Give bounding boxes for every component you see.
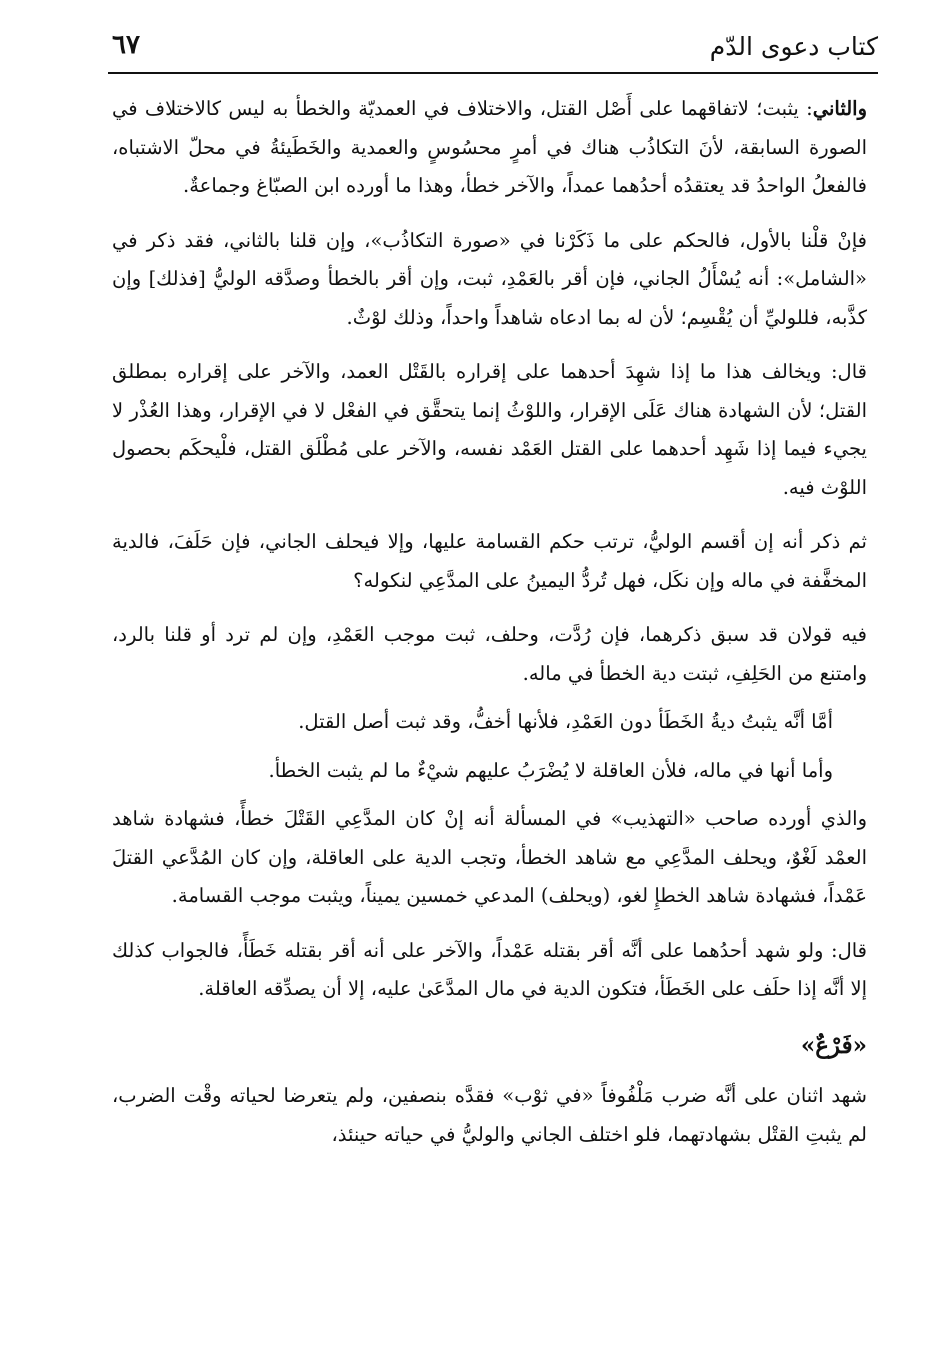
paragraph xyxy=(112,353,867,507)
running-title: كتاب دعوى الدّم xyxy=(709,32,878,61)
paragraph xyxy=(112,90,867,206)
paragraph xyxy=(112,932,867,1009)
paragraph-text: فيه قولان قد سبق ذكرهما، فإن رُدَّت، وحلف، ثبت موجب العَمْدِ، وإن لم ترد أو قلنا بالرد، وامتنع من الحَلِفِ، ثبتت دية الخطأ في ماله. xyxy=(112,623,867,685)
page-header xyxy=(108,28,878,74)
paragraph xyxy=(112,800,867,916)
paragraph xyxy=(112,222,867,338)
page-number: ٦٧ xyxy=(112,30,140,60)
section-heading: «فَرْعٌ» xyxy=(800,1031,867,1059)
paragraph-text: شهد اثنان على أنَّه ضرب مَلْفُوفاً «في ثوْب» فقدَّه بنصفين، ولم يتعرضا لحياته وقْت الضرب، لم يثبتِ القتْل بشهادتهما، فلو اختلف الجاني والوليُّ في حياته حينئذ، xyxy=(112,1084,867,1146)
paragraph-text: وأما أنها في ماله، فلأن العاقلة لا يُضْرَبُ عليهم شيْءٌ ما لم يثبت الخطأ. xyxy=(268,758,833,782)
paragraph-text: قال: ويخالف هذا ما إذا شهِدَ أحدهما على إقراره بالقَتْل العمد، والآخر على إقراره بمطلق القتل؛ لأن الشهادة هناك عَلَى الإقرار، واللوْثُ إنما يتحقَّق في الفعْل لا في الإقرار، وهذا العُذْر لا يجيء فيما إذا شَهِد أحدهما على القتل العَمْد نفسه، والآخر على مُطْلَق القتل، فلْيحكَم بحصول اللوْث فيه. xyxy=(112,360,867,499)
paragraph-text: قال: ولو شهد أحدُهما على أنَّه أقر بقتله عَمْداً، والآخر على أنه أقر بقتله خَطَأً، فالجواب كذلك إلا أنَّه إذا حلَف على الخَطَأ، فتكون الدية في مال المدَّعَىٰ عليه، إلا أن يصدِّقه العاقلة. xyxy=(112,938,867,1000)
paragraph xyxy=(112,616,867,693)
paragraph xyxy=(112,703,867,742)
paragraph-text: والذي أورده صاحب «التهذيب» في المسألة أنه إنْ كان المدَّعِي القَتْلَ خطأً، فشهادة شاهد العمْد لَغْوٌ، ويحلف المدَّعِي مع شاهد الخطأ، وتجب الدية على العاقلة، وإن كان المُدَّعي القتلَ عَمْداً، فشهادة شاهد الخطإِ لغو، (ويحلف) المدعي خمسين يميناً، ويثبت موجب القسامة. xyxy=(112,807,867,907)
paragraph-text: أمَّا أنَّه يثبتُ ديةُ الخَطَأ دون العَمْدِ، فلأنها أخفُّ، وقد ثبت أصل القتل. xyxy=(298,710,833,733)
paragraph-text: فإنْ قلْنا بالأول، فالحكم على ما ذَكَرْنا في «صورة التكاذُب»، وإن قلنا بالثاني، فقد ذكر في «الشامل»: أنه يُسْأَلُ الجاني، فإن أقر بالعَمْدِ، ثبت، وإن أقر بالخطأ وصدَّقه الوليُّ [فذلك] وإن كذَّبه، فللوليِّ أن يُقْسِم؛ لأن له بما ادعاه شاهداً واحداً، وذلك لوْثٌ. xyxy=(112,228,867,329)
paragraph-text: ثم ذكر أنه إن أقسم الوليُّ، ترتب حكم القسامة عليها، وإلا فيحلف الجاني، فإن حَلَفَ، فالدية المخفَّفة في ماله وإن نكَل، فهل تُردُّ اليمينُ على المدَّعِي لنكوله؟ xyxy=(112,530,867,592)
paragraph-text: : يثبت؛ لاتفاقهما على أَصْل القتل، والاختلاف في العمديّة والخطأ به ليس كالاختلاف في الصورة السابقة، لأنَ التكاذُب هناك في أمرٍ محسُوسٍ والعمدية والخَطَيئةُ في محلّ الاشتباه، فالفعلُ الواحدُ قد يعتقدُه أحدُهما عمداً، والآخر خطأ، وهذا ما أورده ابن الصبّاغ وجماعةٌ. xyxy=(112,97,867,197)
body-text xyxy=(112,90,867,1170)
paragraph xyxy=(112,523,867,600)
paragraph xyxy=(112,1077,867,1154)
paragraph xyxy=(112,752,867,791)
paragraph-lead: والثاني xyxy=(812,97,867,120)
